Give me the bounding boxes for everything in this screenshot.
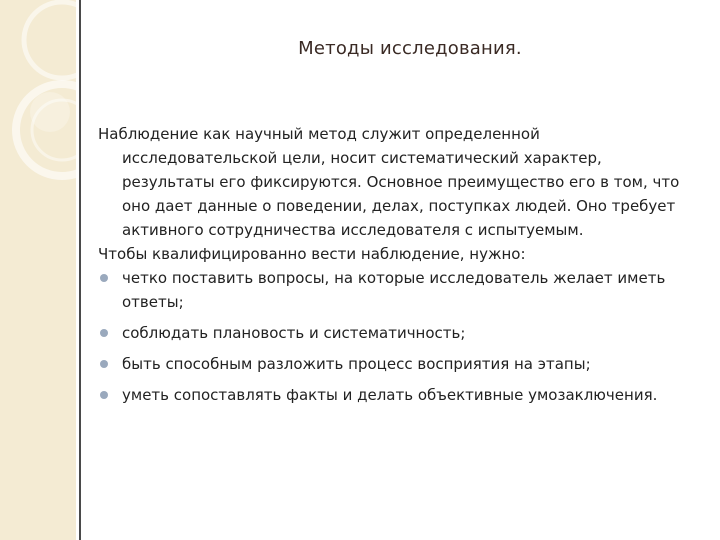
slide-content bbox=[98, 122, 698, 414]
list-item-text: четко поставить вопросы, на которые исследователь желает иметь ответы; bbox=[122, 269, 666, 311]
side-band bbox=[0, 0, 76, 540]
list-item bbox=[98, 352, 698, 376]
slide-title: Методы исследования. bbox=[298, 38, 522, 59]
round-bullet-icon bbox=[100, 329, 108, 337]
round-bullet-icon bbox=[100, 360, 108, 368]
round-bullet-icon bbox=[100, 274, 108, 282]
list-item-text: быть способным разложить процесс восприятия на этапы; bbox=[122, 355, 591, 373]
bullet-list bbox=[98, 266, 698, 407]
concentric-circles-icon bbox=[0, 0, 76, 540]
lead-text: Чтобы квалифицированно вести наблюдение, нужно: bbox=[98, 245, 526, 263]
vertical-divider bbox=[79, 0, 81, 540]
list-item-text: соблюдать плановость и систематичность; bbox=[122, 324, 466, 342]
list-item bbox=[98, 321, 698, 345]
list-item-text: уметь сопоставлять факты и делать объективные умозаключения. bbox=[122, 386, 658, 404]
list-item bbox=[98, 383, 698, 407]
intro-paragraph: Наблюдение как научный метод служит определенной исследовательской цели, носит систематический характер, результаты его фиксируются. Основное преимущество его в том, что оно дает данные о поведении, делах, поступках людей. Оно требует активного сотрудничества исследователя с испытуемым. bbox=[98, 125, 680, 239]
list-item bbox=[98, 266, 698, 314]
round-bullet-icon bbox=[100, 391, 108, 399]
